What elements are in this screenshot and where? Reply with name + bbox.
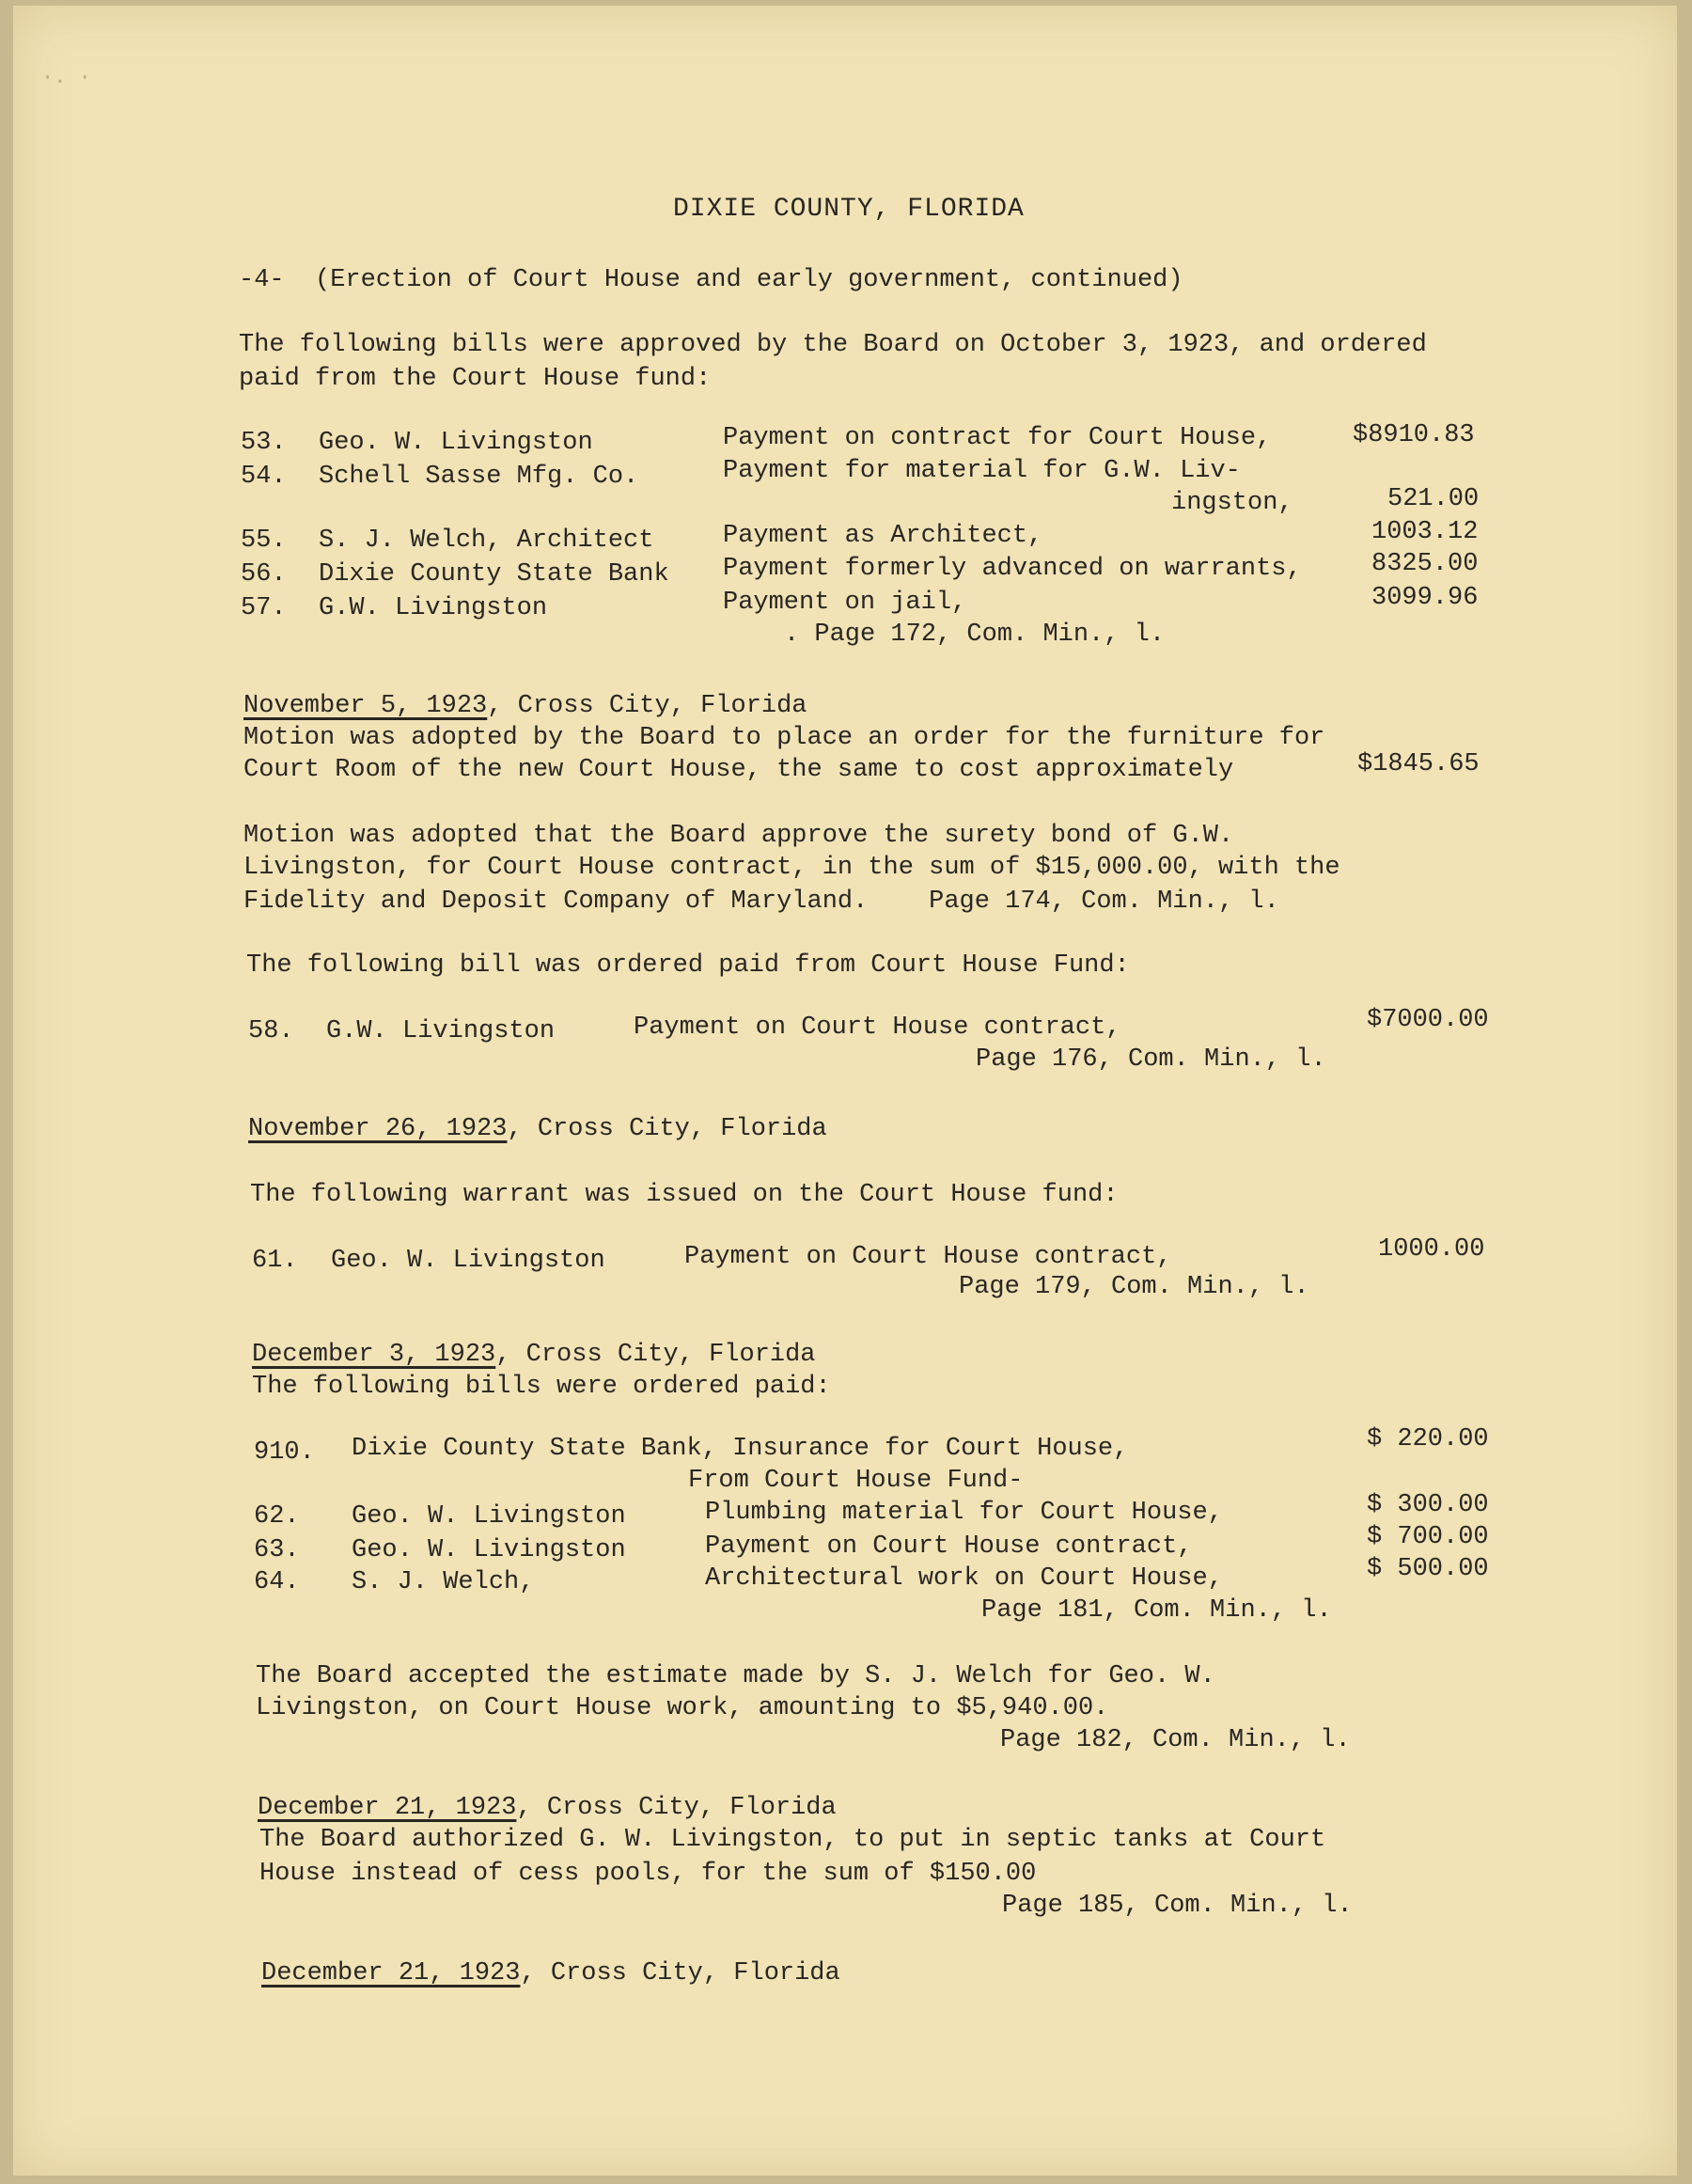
- s4-para2-line1: The Board accepted the estimate made by S. J. Welch for Geo. W.: [256, 1662, 1215, 1690]
- bill-number: 56.: [241, 560, 287, 589]
- bill-amount: $ 700.00: [1367, 1523, 1489, 1551]
- s3-heading: [248, 1113, 827, 1145]
- bill-payee: Dixie County State Bank: [319, 560, 669, 589]
- bill-number: 54.: [241, 463, 287, 491]
- s1-intro-line1: The following bills were approved by the Board on October 3, 1923, and ordered: [239, 331, 1427, 359]
- paper-speck: ·. ·: [41, 66, 91, 89]
- s4-fund-note: From Court House Fund-: [688, 1467, 1024, 1495]
- s1-intro-line2: paid from the Court House fund:: [239, 365, 712, 393]
- s2-date: November 5, 1923: [243, 692, 488, 720]
- s5-para1-line1: The Board authorized G. W. Livingston, to put in septic tanks at Court: [259, 1826, 1326, 1854]
- bill-payee: Geo. W. Livingston: [331, 1247, 605, 1275]
- bill-amount: 8325.00: [1371, 550, 1479, 578]
- s1-page-reference: . Page 172, Com. Min., l.: [784, 621, 1166, 649]
- s3-para1: The following warrant was issued on the Court House fund:: [250, 1181, 1119, 1209]
- bill-number: 910.: [254, 1438, 315, 1467]
- bill-amount: 521.00: [1387, 485, 1480, 513]
- bill-number: 63.: [254, 1536, 300, 1564]
- bill-description: Plumbing material for Court House,: [705, 1499, 1223, 1527]
- bill-number: 58.: [248, 1017, 294, 1045]
- s4-page-reference-2: Page 182, Com. Min., l.: [1000, 1726, 1351, 1754]
- bill-description-cont: ingston,: [1171, 489, 1293, 517]
- s3-date: November 26, 1923: [248, 1115, 508, 1143]
- s5-heading: [258, 1792, 837, 1824]
- bill-description: Payment on contract for Court House,: [723, 424, 1272, 452]
- s5-date: December 21, 1923: [258, 1794, 517, 1822]
- bill-number: 64.: [254, 1568, 300, 1596]
- s2-place: , Cross City, Florida: [487, 692, 807, 720]
- page-title: DIXIE COUNTY, FLORIDA: [673, 195, 1025, 224]
- bill-payee: Schell Sasse Mfg. Co.: [319, 463, 639, 491]
- s3-place: , Cross City, Florida: [507, 1115, 827, 1143]
- bill-description: Payment on Court House contract,: [705, 1532, 1193, 1561]
- bill-number: 53.: [241, 429, 287, 457]
- bill-description: Payment on Court House contract,: [684, 1243, 1172, 1271]
- bill-description: Payment formerly advanced on warrants,: [723, 555, 1302, 583]
- bill-amount: 3099.96: [1371, 584, 1479, 612]
- bill-payee: Geo. W. Livingston: [352, 1536, 626, 1564]
- s4-place: , Cross City, Florida: [495, 1341, 816, 1369]
- bill-amount: 1003.12: [1371, 518, 1479, 546]
- bill-amount: 1000.00: [1378, 1235, 1485, 1264]
- s6-heading: [261, 1957, 840, 1989]
- bill-payee: Geo. W. Livingston: [352, 1502, 626, 1531]
- bill-amount: $8910.83: [1353, 421, 1475, 449]
- bill-number: 61.: [252, 1247, 298, 1275]
- s3-page-reference: Page 179, Com. Min., l.: [959, 1273, 1309, 1301]
- s5-place: , Cross City, Florida: [516, 1794, 837, 1822]
- s2-para2-line1: Motion was adopted that the Board approve the surety bond of G.W.: [243, 822, 1234, 850]
- bill-amount: $ 500.00: [1367, 1555, 1489, 1583]
- bill-description: Payment as Architect,: [723, 522, 1043, 550]
- s4-date: December 3, 1923: [252, 1341, 496, 1369]
- bill-description: Architectural work on Court House,: [705, 1564, 1223, 1593]
- s2-page-reference: Page 176, Com. Min., l.: [976, 1045, 1326, 1074]
- bill-description: Payment on Court House contract,: [634, 1013, 1121, 1042]
- bill-description: Dixie County State Bank, Insurance for Court House,: [352, 1435, 1129, 1463]
- s4-heading: [252, 1339, 816, 1371]
- bill-payee: G.W. Livingston: [326, 1017, 556, 1045]
- s2-para1-line2: Court Room of the new Court House, the same to cost approximately: [243, 756, 1234, 784]
- s2-para1-line1: Motion was adopted by the Board to place an order for the furniture for: [243, 724, 1325, 752]
- bill-number: 57.: [241, 594, 287, 622]
- s5-page-reference: Page 185, Com. Min., l.: [1002, 1892, 1353, 1920]
- s2-para3: The following bill was ordered paid from Court House Fund:: [246, 951, 1130, 980]
- s4-para1: The following bills were ordered paid:: [252, 1373, 831, 1401]
- bill-amount: $ 300.00: [1367, 1491, 1489, 1519]
- bill-payee: Geo. W. Livingston: [319, 429, 593, 457]
- s2-furniture-amount: $1845.65: [1357, 750, 1480, 778]
- bill-payee: G.W. Livingston: [319, 594, 548, 622]
- bill-payee: S. J. Welch,: [352, 1568, 535, 1596]
- s2-heading: [243, 690, 807, 722]
- s6-date: December 21, 1923: [261, 1959, 521, 1988]
- bill-payee: S. J. Welch, Architect: [319, 526, 654, 555]
- s2-para2-line2: Livingston, for Court House contract, in the sum of $15,000.00, with the: [243, 854, 1340, 882]
- section-subtitle: -4- (Erection of Court House and early government, continued): [239, 266, 1183, 294]
- bill-description: Payment for material for G.W. Liv-: [723, 457, 1241, 485]
- bill-amount: $ 220.00: [1367, 1425, 1489, 1453]
- document-page: [13, 6, 1677, 2176]
- s6-place: , Cross City, Florida: [520, 1959, 840, 1988]
- bill-number: 55.: [241, 526, 287, 555]
- s4-page-reference: Page 181, Com. Min., l.: [981, 1596, 1332, 1625]
- bill-amount: $7000.00: [1367, 1006, 1489, 1034]
- s5-para1-line2: House instead of cess pools, for the sum of $150.00: [259, 1860, 1037, 1888]
- s4-para2-line2: Livingston, on Court House work, amounting to $5,940.00.: [256, 1694, 1109, 1722]
- bill-description: Payment on jail,: [723, 589, 967, 617]
- bill-number: 62.: [254, 1502, 300, 1531]
- s2-para2-line3: Fidelity and Deposit Company of Maryland. Page 174, Com. Min., l.: [243, 888, 1279, 916]
